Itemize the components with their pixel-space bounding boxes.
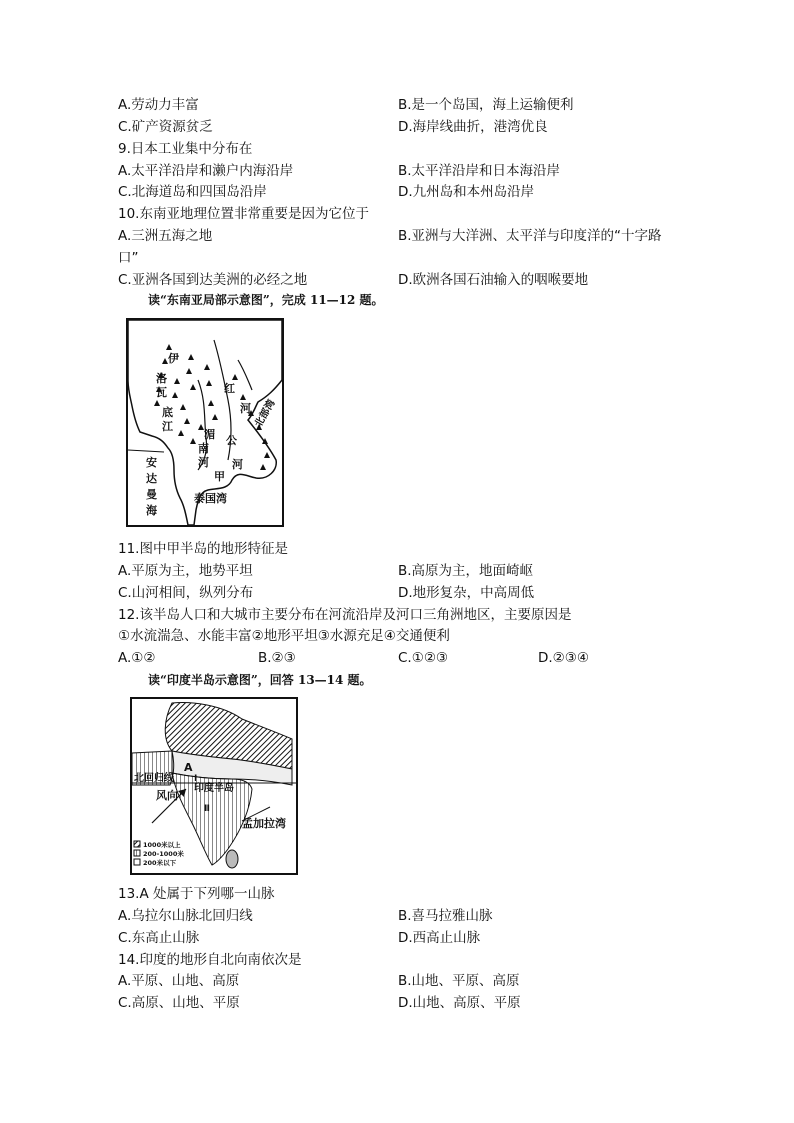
q12-reasons: ①水流湍急、水能丰富②地形平坦③水源充足④交通便利 (118, 628, 450, 644)
q10-option-b-cont: 口” (118, 250, 139, 266)
q8-option-d: D.海岸线曲折，港湾优良 (398, 119, 548, 135)
map2-label-bay-of-bengal: 孟加拉湾 (242, 817, 286, 830)
map1-label-di: 底 (162, 406, 173, 419)
intro-map2: 读“印度半岛示意图”，回答 13—14 题。 (148, 673, 372, 687)
q14-stem: 14.印度的地形自北向南依次是 (118, 952, 302, 968)
map1-label-gulf-of-thailand: 泰国湾 (194, 492, 227, 505)
q8-option-b: B.是一个岛国，海上运输便利 (398, 97, 574, 113)
q11-option-b: B.高原为主，地面崎岖 (398, 563, 534, 579)
map2-label-tropic: 北回归线 (134, 773, 174, 784)
map1-label-man: 曼 (146, 488, 157, 501)
q9-stem: 9.日本工业集中分布在 (118, 141, 253, 157)
q12-option-b: B.②③ (258, 650, 296, 666)
intro-map1: 读“东南亚局部示意图”，完成 11—12 题。 (148, 293, 384, 307)
map1-label-jiang: 江 (162, 420, 173, 433)
map1-label-jia: 甲 (214, 470, 225, 483)
q10-option-a: A.三洲五海之地 (118, 228, 213, 244)
map2-label-wind: 风向 (156, 789, 178, 802)
q13-option-d: D.西高止山脉 (398, 930, 481, 946)
q13-option-c: C.东高止山脉 (118, 930, 200, 946)
map1-label-da: 达 (146, 472, 157, 485)
q12-option-a: A.①② (118, 650, 156, 666)
q11-stem: 11.图中甲半岛的地形特征是 (118, 541, 288, 557)
q10-option-c: C.亚洲各国到达美洲的必经之地 (118, 272, 308, 288)
map1-label-he-2: 河 (232, 458, 243, 471)
q14-option-b: B.山地、平原、高原 (398, 973, 520, 989)
q11-option-c: C.山河相间，纵列分布 (118, 585, 254, 601)
map2-label-region-2: Ⅱ (204, 804, 210, 814)
q14-option-d: D.山地、高原、平原 (398, 995, 521, 1011)
map1-label-mei: 湄 (204, 428, 215, 441)
q13-option-a: A.乌拉尔山脉北回归线 (118, 908, 253, 924)
q14-option-c: C.高原、山地、平原 (118, 995, 240, 1011)
map2-label-region-1: Ⅰ (194, 774, 198, 784)
map1-label-an: 安 (146, 456, 157, 469)
legend-label-mid: 200-1000米 (143, 850, 184, 858)
india-peninsula-map (130, 697, 298, 875)
legend-label-high: 1000米以上 (143, 841, 181, 849)
q10-option-d: D.欧洲各国石油输入的咽喉要地 (398, 272, 589, 288)
q8-option-a: A.劳动力丰富 (118, 97, 199, 113)
legend-label-low: 200米以下 (143, 859, 177, 867)
map1-label-yi: 伊 (168, 352, 179, 365)
coast-line (128, 450, 164, 452)
q8-option-c: C.矿产资源贫乏 (118, 119, 213, 135)
q14-option-a: A.平原、山地、高原 (118, 973, 240, 989)
q11-option-d: D.地形复杂，中高周低 (398, 585, 535, 601)
q12-option-d: D.②③④ (538, 650, 589, 666)
q9-option-a: A.太平洋沿岸和濑户内海沿岸 (118, 163, 294, 179)
map1-label-beibu-gulf: 北部湾 (253, 398, 278, 430)
map1-label-he-1: 河 (198, 456, 209, 469)
q10-option-b: B.亚洲与大洋洲、太平洋与印度洋的“十字路 (398, 228, 662, 244)
q12-option-c: C.①②③ (398, 650, 449, 666)
map2-label-a: A (184, 761, 193, 774)
map1-label-wa: 瓦 (156, 386, 167, 399)
q12-stem: 12.该半岛人口和大城市主要分布在河流沿岸及河口三角洲地区，主要原因是 (118, 607, 572, 623)
map1-label-hai: 海 (146, 504, 157, 517)
sri-lanka-island (226, 850, 238, 868)
legend-swatch-low (134, 859, 140, 865)
q9-option-d: D.九州岛和本州岛沿岸 (398, 184, 535, 200)
q9-option-c: C.北海道岛和四国岛沿岸 (118, 184, 267, 200)
southeast-asia-map-graphic (128, 320, 282, 525)
q11-option-a: A.平原为主，地势平坦 (118, 563, 253, 579)
legend-swatch-high (134, 841, 140, 847)
map1-label-he-3: 河 (240, 402, 251, 415)
india-peninsula-map-graphic (132, 699, 296, 873)
q13-stem: 13.A 处属于下列哪一山脉 (118, 886, 275, 902)
legend-swatch-mid (134, 850, 140, 856)
q10-stem: 10.东南亚地理位置非常重要是因为它位于 (118, 206, 369, 222)
southeast-asia-map (126, 318, 284, 527)
q13-option-b: B.喜马拉雅山脉 (398, 908, 493, 924)
map2-label-india-peninsula: 印度半岛 (194, 783, 234, 794)
map1-label-luo: 洛 (156, 372, 167, 385)
q9-option-b: B.太平洋沿岸和日本海沿岸 (398, 163, 561, 179)
map1-label-gong: 公 (226, 434, 237, 447)
map1-label-hong: 红 (224, 382, 235, 395)
map1-label-nan: 南 (198, 442, 209, 455)
